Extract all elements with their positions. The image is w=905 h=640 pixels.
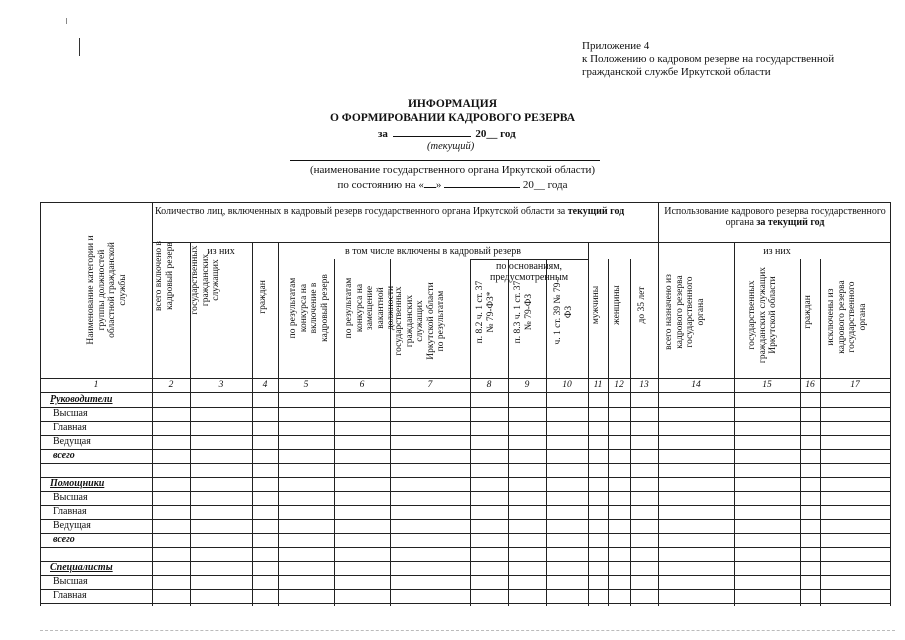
sub-header-po-osnovaniyam: по основаниям, предусмотренным <box>489 261 569 283</box>
col1-header: Наименование категории и группы должностей областной гражданской службы <box>86 235 128 345</box>
column-rule <box>546 259 547 606</box>
table-row-rule <box>40 449 890 450</box>
page-edge <box>40 630 895 631</box>
row-label: Высшая <box>53 576 88 587</box>
column-rule <box>508 259 509 606</box>
column-number: 3 <box>218 380 224 390</box>
row-label: Ведущая <box>53 436 91 447</box>
col2-header: всего включено в кадровый резерв <box>154 240 175 312</box>
state-prefix: по состоянию на « <box>337 179 424 191</box>
column-rule <box>470 259 471 606</box>
month-blank <box>444 178 520 188</box>
col12-header: женщины <box>612 285 622 325</box>
column-number: 8 <box>486 380 492 390</box>
header-rule <box>152 242 890 243</box>
header-rule <box>40 378 890 379</box>
period-blank <box>393 127 471 137</box>
column-rule <box>278 242 279 606</box>
column-rule <box>252 242 253 606</box>
row-label: Ведущая <box>53 520 91 531</box>
table-row-rule <box>40 519 890 520</box>
sub-header-iz-nih: из них <box>207 246 235 257</box>
group1-header <box>155 206 655 217</box>
table-row-rule <box>40 547 890 548</box>
column-number: 5 <box>303 380 309 390</box>
column-rule <box>608 259 609 606</box>
col5-header: по результатам конкурса на включение в кадровый резерв <box>288 274 330 342</box>
column-number: 11 <box>593 380 603 390</box>
state-year: 20__ года <box>522 179 568 191</box>
col11-header: мужчины <box>591 285 601 325</box>
state-date-line <box>0 178 905 191</box>
row-label: Высшая <box>53 492 88 503</box>
table-border-right <box>890 202 891 606</box>
table-row-rule <box>40 575 890 576</box>
table-row-rule <box>40 421 890 422</box>
column-number: 13 <box>639 380 649 390</box>
org-name-line <box>290 160 600 161</box>
col15-header: государственных гражданских служащих Иркутской области <box>747 266 778 364</box>
group2-header-bold: за текущий год <box>756 217 825 228</box>
column-number: 1 <box>93 380 99 390</box>
col8-header: п. 8.2 ч. 1 ст. 37 № 79-ФЗ* <box>475 280 496 344</box>
column-number: 10 <box>562 380 572 390</box>
col16-header: граждан <box>803 295 813 329</box>
col7-header: государственных гражданских служащих Иркутской области по результатам <box>394 282 446 360</box>
column-number: 12 <box>614 380 624 390</box>
period-note: (текущий) <box>427 141 475 152</box>
row-label: Главная <box>53 422 87 433</box>
column-number: 2 <box>168 380 174 390</box>
col13-header: до 35 лет <box>637 286 647 324</box>
column-rule <box>630 259 631 606</box>
row-group-label: Помощники <box>50 478 105 489</box>
appendix-line: к Положению о кадровом резерве на государственной <box>582 53 835 65</box>
org-caption: (наименование государственного органа Иркутской области) <box>309 164 596 176</box>
group2-header-text: Использование кадрового резерва государственного органа <box>664 206 886 228</box>
column-rule <box>820 259 821 606</box>
row-group-label: Специалисты <box>50 562 113 573</box>
table-row-rule <box>40 561 890 562</box>
sub-header-iz-nih-2: из них <box>763 246 791 257</box>
col14-header: всего назначено из кадрового резерва государственного органа <box>664 274 706 350</box>
group2-header <box>662 206 888 228</box>
column-number: 4 <box>262 380 268 390</box>
row-label: Главная <box>53 590 87 601</box>
column-number: 6 <box>359 380 365 390</box>
document-title: ИНФОРМАЦИЯ <box>407 98 497 110</box>
row-group-label: Руководители <box>50 394 113 405</box>
column-number: 7 <box>427 380 433 390</box>
row-total-label: всего <box>53 450 75 461</box>
scan-mark <box>79 38 80 56</box>
column-number: 15 <box>762 380 772 390</box>
col10-header: ч. 1 ст. 39 № 79-ФЗ <box>553 279 574 345</box>
column-number: 14 <box>691 380 701 390</box>
column-rule <box>734 242 735 606</box>
group1-header-text: Количество лиц, включенных в кадровый резерв государственного органа Иркутской области за <box>155 206 566 217</box>
sub-header-v-tom-chisle: в том числе включены в кадровый резерв <box>345 246 521 257</box>
column-rule <box>334 259 335 606</box>
col3-header: государственных гражданских служащих <box>190 245 221 315</box>
scan-mark <box>66 18 67 24</box>
col17-header: исключены из кадрового резерва государственного органа <box>826 280 868 354</box>
table-row-rule <box>40 435 890 436</box>
column-number: 16 <box>805 380 815 390</box>
appendix-line: гражданской службе Иркутской области <box>582 66 771 78</box>
document-subtitle: О ФОРМИРОВАНИИ КАДРОВОГО РЕЗЕРВА <box>329 112 576 124</box>
column-rule <box>152 202 153 606</box>
table-border-top <box>40 202 890 203</box>
table-row-rule <box>40 533 890 534</box>
column-rule <box>658 202 659 606</box>
col4-header: граждан <box>258 280 268 314</box>
period-line <box>378 127 516 140</box>
table-row-rule <box>40 603 890 604</box>
table-row-rule <box>40 491 890 492</box>
group1-header-bold: текущий год <box>567 206 625 217</box>
table-border-left <box>40 202 41 606</box>
column-number: 9 <box>524 380 530 390</box>
table-row-rule <box>40 505 890 506</box>
appendix-line: Приложение 4 <box>582 40 650 52</box>
col6-header: по результатам конкурса на замещение вакантной должности <box>344 277 396 339</box>
header-rule <box>470 259 588 260</box>
period-prefix: за <box>378 128 388 140</box>
table-row-rule <box>40 477 890 478</box>
row-label: Главная <box>53 506 87 517</box>
table-row-rule <box>40 407 890 408</box>
period-year: 20__ год <box>475 128 516 140</box>
state-mid: » <box>435 179 442 191</box>
column-rule <box>588 242 589 606</box>
column-number: 17 <box>850 380 860 390</box>
table-row-rule <box>40 463 890 464</box>
appendix-note <box>582 40 834 79</box>
day-blank <box>424 178 436 188</box>
row-total-label: всего <box>53 534 75 545</box>
row-label: Высшая <box>53 408 88 419</box>
col9-header: п. 8.3 ч. 1 ст. 37 № 79-ФЗ <box>513 280 534 344</box>
header-rule <box>40 392 890 393</box>
table-row-rule <box>40 589 890 590</box>
